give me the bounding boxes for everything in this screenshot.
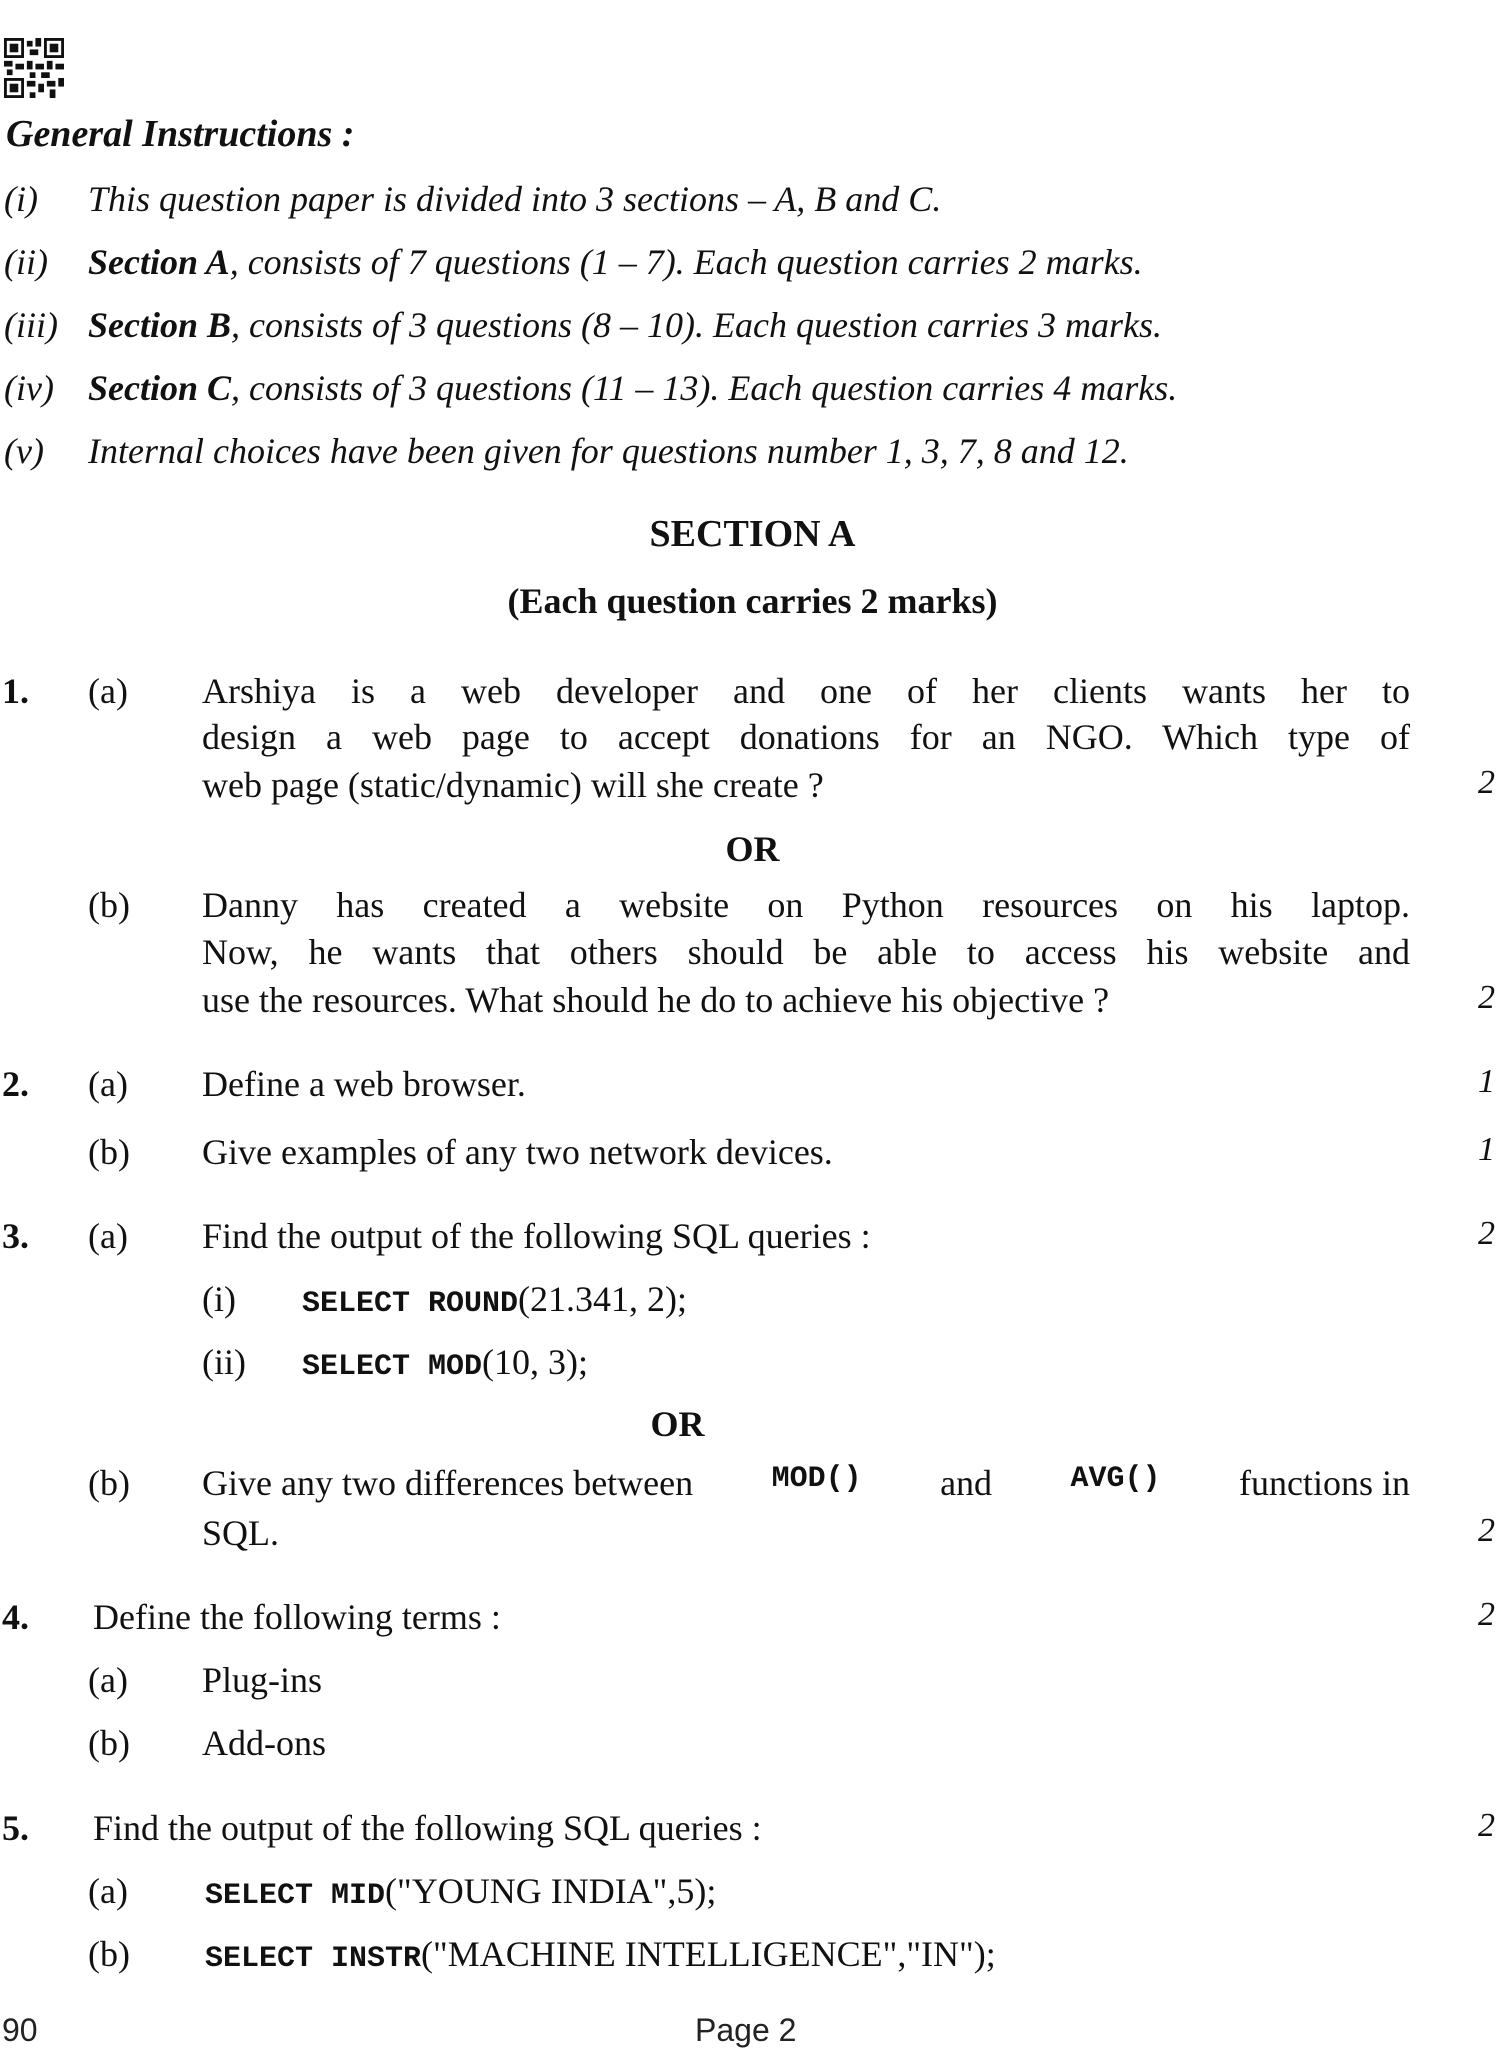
question-number: 2. <box>2 1064 29 1104</box>
q1b-line: use the resources. What should he do to achieve his objective ? <box>202 980 1110 1020</box>
section-subtitle: (Each question carries 2 marks) <box>507 581 998 621</box>
instruction-rest: , consists of 3 questions (11 – 13). Each question carries 4 marks. <box>231 368 1178 408</box>
sql-keyword: SELECT ROUND <box>302 1287 519 1321</box>
marks: 2 <box>1478 1512 1495 1549</box>
sql-function: MOD() <box>771 1462 862 1496</box>
sql-function: AVG() <box>1070 1462 1161 1496</box>
marks: 2 <box>1478 979 1495 1016</box>
question-number: 3. <box>2 1216 29 1256</box>
q1b-line: Danny has created a website on Python resources on his laptop. <box>202 885 1410 925</box>
part-label: (b) <box>88 885 130 925</box>
paper-code: 90 <box>2 2012 38 2048</box>
instruction-text <box>88 367 1177 409</box>
instruction-text <box>88 178 941 220</box>
instruction-bold: Section B <box>88 305 232 345</box>
q3a-text: Find the output of the following SQL queries : <box>202 1216 871 1256</box>
part-label: (b) <box>88 1723 130 1763</box>
question-number: 4. <box>2 1597 29 1637</box>
instruction-text: Internal choices have been given for questions number 1, 3, 7, 8 and 12. <box>88 431 1129 471</box>
or-separator: OR <box>650 1404 705 1444</box>
marks: 2 <box>1478 1215 1495 1252</box>
instruction-rest: , consists of 3 questions (8 – 10). Each question carries 3 marks. <box>231 305 1162 345</box>
question-number: 5. <box>2 1808 29 1848</box>
sql-keyword: SELECT MID <box>205 1879 386 1913</box>
or-separator: OR <box>725 829 780 869</box>
q3b-line: SQL. <box>202 1513 280 1553</box>
instruction-num: (ii) <box>4 242 48 282</box>
marks: 2 <box>1478 1596 1495 1633</box>
sql-query <box>205 1933 996 1976</box>
instruction-num: (v) <box>4 431 44 471</box>
sql-query <box>302 1341 588 1384</box>
part-label: (a) <box>88 1064 128 1104</box>
part-label: (b) <box>88 1463 130 1503</box>
part-label: (b) <box>88 1132 130 1172</box>
q1a-line: web page (static/dynamic) will she create ? <box>202 765 824 805</box>
sub-label: (i) <box>202 1279 236 1319</box>
sql-args: ("YOUNG INDIA",5); <box>385 1871 717 1911</box>
instruction-text <box>88 241 1143 283</box>
q2b-text: Give examples of any two network devices. <box>202 1132 833 1172</box>
question-number: 1. <box>2 671 29 711</box>
q3b-text: Give any two differences between <box>202 1463 694 1503</box>
part-label: (a) <box>88 1216 128 1256</box>
instructions-title: General Instructions : <box>6 113 355 155</box>
q4a-text: Plug-ins <box>202 1660 323 1700</box>
instruction-rest: , consists of 7 questions (1 – 7). Each question carries 2 marks. <box>229 242 1143 282</box>
section-title: SECTION A <box>649 513 856 555</box>
q5-text: Find the output of the following SQL queries : <box>93 1808 762 1848</box>
instruction-num: (i) <box>4 179 38 219</box>
sql-keyword: SELECT INSTR <box>205 1942 422 1976</box>
instruction-bold: Section C <box>88 368 232 408</box>
marks: 1 <box>1478 1063 1495 1100</box>
q1a-line: design a web page to accept donations for an NGO. Which type of <box>202 717 1410 757</box>
sql-args: ("MACHINE INTELLIGENCE","IN"); <box>421 1934 996 1974</box>
q4-text: Define the following terms : <box>93 1597 501 1637</box>
instruction-num: (iv) <box>4 368 54 408</box>
q1a-line: Arshiya is a web developer and one of her clients wants her to <box>202 671 1410 711</box>
marks: 1 <box>1478 1131 1495 1168</box>
instruction-bold: Section A <box>88 242 230 282</box>
q3b-line <box>202 1462 1410 1504</box>
sub-label: (ii) <box>202 1342 246 1382</box>
marks: 2 <box>1478 1807 1495 1844</box>
instruction-text-i: This question paper is divided into 3 sections – A, B and C. <box>88 179 942 219</box>
instruction-text <box>88 304 1162 346</box>
instruction-num: (iii) <box>4 305 58 345</box>
q2a-text: Define a web browser. <box>202 1064 526 1104</box>
marks: 2 <box>1478 764 1495 801</box>
part-label: (b) <box>88 1934 130 1974</box>
part-label: (a) <box>88 1660 128 1700</box>
sql-query <box>302 1278 687 1321</box>
qr-code-icon <box>4 38 64 98</box>
q3b-text: functions in <box>1238 1463 1410 1503</box>
sql-args: (10, 3); <box>482 1342 589 1382</box>
q1b-line: Now, he wants that others should be able to access his website and <box>202 932 1410 972</box>
part-label: (a) <box>88 1871 128 1911</box>
sql-keyword: SELECT MOD <box>302 1350 483 1384</box>
part-label: (a) <box>88 671 128 711</box>
q4b-text: Add-ons <box>202 1723 326 1763</box>
page-number: Page 2 <box>695 2012 797 2048</box>
q3b-text: and <box>940 1463 993 1503</box>
sql-query <box>205 1870 716 1913</box>
sql-args: (21.341, 2); <box>518 1279 688 1319</box>
